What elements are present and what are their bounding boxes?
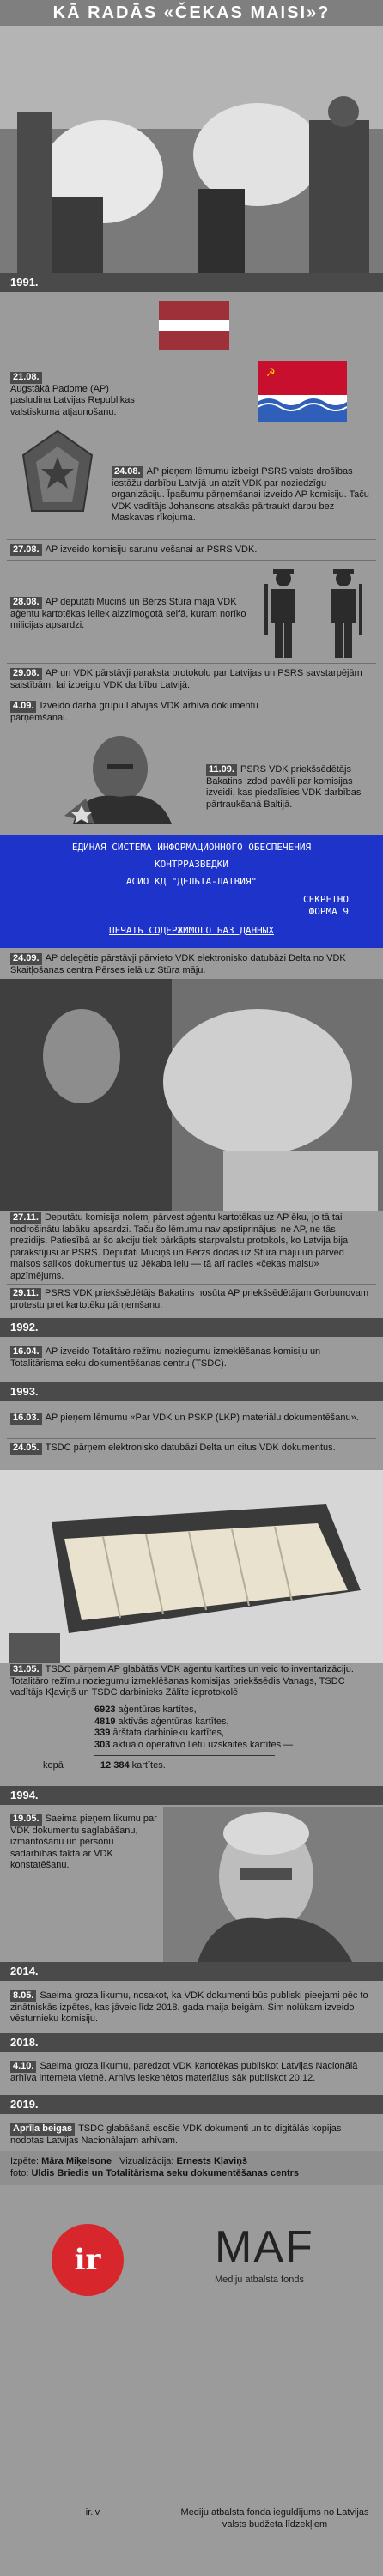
screen-line-3: АСИО КД "ДЕЛЬТА-ЛАТВИЯ"	[125, 875, 258, 887]
year-2014: 2014.	[0, 1962, 383, 1981]
ir-logo-text: ir	[74, 2243, 101, 2277]
event-text: Saeima pieņem likumu par VDK dokumentu saglabāšanu, izmantošanu un personu sadarbības fakta ar VDK konstatēšanu.	[10, 1814, 157, 1870]
hero-photo-illustration	[0, 26, 383, 275]
event-date: 16.03.	[10, 1413, 42, 1425]
credit-photo-label: foto:	[10, 2167, 29, 2178]
event-19-05	[10, 1814, 161, 1872]
event-text: AP deputāti Muciņš un Bērzs Stūra mājā VDK aģentu kartotēkas ieliek aizzīmogotā seifā, kuram norīko milicijas apsardzi.	[10, 597, 246, 630]
researcher-photo	[163, 1807, 383, 1962]
event-24-05	[10, 1443, 371, 1455]
event-text: TSDC pārņem AP glabātās VDK aģentu kartītes un veic to inventarizāciju. Totalitāro režīmu noziegumu izmeklēšanas komisijas priekšsēdis Vanags, TSDC vadītājs Kļaviņš un TSDC darbinieks Zālīte ieprotokolē	[10, 1664, 354, 1698]
event-text: AP izveido Totalitāro režīmu noziegumu izmeklēšanas komisiju un Totalitārisma seku dokumentēšanas centru (TSDC).	[10, 1346, 321, 1369]
event-text: Saeima groza likumu, paredzot VDK kartotēkas publiskot Latvijas Nacionālā arhīva interneta vietnē. Arhīvs ieskenētos materiālus sāk publiskot 20.12.	[10, 2061, 358, 2083]
page-title: KĀ RADĀS «ČEKAS MAISI»?	[0, 0, 383, 26]
event-date: 8.05.	[10, 1990, 36, 2002]
divider	[7, 560, 376, 561]
credit-photo-name: Uldis Briedis un Totalitārisma seku dokumentēšanas centrs	[31, 2167, 300, 2178]
inventory-underline	[94, 1755, 275, 1756]
year-1994: 1994.	[0, 1786, 383, 1805]
credit-research-label: Izpēte:	[10, 2156, 40, 2166]
event-date: 24.08.	[112, 466, 143, 478]
screen-line-4: СЕКРЕТНО	[303, 894, 349, 906]
event-date: 24.09.	[10, 953, 42, 965]
event-date: 24.05.	[10, 1443, 42, 1455]
event-4-09	[10, 701, 268, 724]
event-text: PSRS VDK priekšsēdētājs Bakatins izdod pavēli par komisijas izveidi, kas piedalīsies VDK darbības pārtraukšanā Baltijā.	[206, 764, 362, 810]
inventory-label: ārštata darbinieku kartītes,	[112, 1728, 225, 1738]
event-27-08	[10, 544, 371, 556]
event-date: 4.09.	[10, 701, 36, 713]
archive-photo-illustration	[0, 979, 383, 1211]
event-24-08	[112, 466, 369, 525]
event-24-09	[10, 953, 371, 976]
year-2018: 2018.	[0, 2033, 383, 2052]
event-text: AP pieņem lēmumu «Par VDK un PSKP (LKP) materiālu dokumentēšanu».	[45, 1413, 359, 1423]
inventory-row	[94, 1716, 369, 1728]
year-2019: 2019.	[0, 2095, 383, 2114]
event-4-10	[10, 2061, 371, 2084]
kgb-emblem-icon	[19, 429, 96, 515]
inventory-count: 6923	[94, 1704, 116, 1715]
event-date: 4.10.	[10, 2061, 36, 2073]
screen-line-5: ФОРМА 9	[308, 906, 349, 917]
year-1992: 1992.	[0, 1318, 383, 1337]
event-date: 21.08.	[10, 372, 42, 384]
inventory-count: 339	[94, 1728, 111, 1738]
soldier-icon	[318, 567, 369, 659]
credit-viz-label: Vizualizācija:	[119, 2156, 174, 2166]
card-box-illustration	[0, 1470, 383, 1663]
event-text: Deputātu komisija nolemj pārvest aģentu kartotēkas uz AP ēku, jo tā tai nodrošinātu labāku apsardzi. Taču šo lēmumu nav apstiprinājusi ne AP, ne tās prezidijs. Patiesībā ar šo akciju tiek pārkāpts starpvalstu protokols, ko Latvija bija parakstījusi ar PSRS. Deputāti Muciņš un Bērzs dodas uz Stūra māju un pārved maisos salikos dokumentus uz Jēkaba ielu — tā arī radies «čekas maisu» apzīmējums.	[10, 1212, 349, 1281]
event-8-05	[10, 1990, 371, 2026]
inventory-row	[94, 1728, 369, 1740]
event-28-08	[10, 597, 255, 632]
divider	[7, 1284, 376, 1285]
event-text: PSRS VDK priekšsēdētājs Bakatins nosūta AP priekšsēdētājam Gorbunovam protestu pret kartotēku pārņemšanu.	[10, 1288, 369, 1310]
screen-line-6: ПЕЧАТЬ СОДЕРЖИМОГО БАЗ ДАННЫХ	[108, 924, 275, 936]
ir-link[interactable]: ir.lv	[85, 2507, 100, 2518]
soldier-icon	[258, 567, 309, 659]
event-text: AP delegētie pārstāvji pārvieto VDK elektronisko datubāzi Delta no VDK Skaitļošanas centra Pērses ielā uz Stūra māju.	[10, 953, 346, 975]
latvian-ssr-flag-icon	[258, 361, 347, 422]
event-date: 29.08.	[10, 668, 42, 680]
event-16-04	[10, 1346, 371, 1370]
event-31-05	[10, 1664, 371, 1699]
event-text: AP un VDK pārstāvji paraksta protokolu par Latvijas un PSRS savstarpējām saistībām, lai izbeigtu VDK darbību Latvijā.	[10, 668, 362, 690]
divider	[7, 539, 376, 540]
inventory-label: aktīvās aģentūras kartītes,	[118, 1716, 229, 1727]
screen-line-2: КОНТРРАЗВЕДКИ	[154, 858, 229, 870]
event-date: 28.08.	[10, 597, 42, 609]
delta-database-screen	[0, 835, 383, 948]
credits-bar	[0, 2151, 383, 2185]
event-text: Izveido darba grupu Latvijas VDK arhīva dokumentu pārņemšanai.	[10, 701, 258, 723]
event-date: 19.05.	[10, 1814, 42, 1826]
maf-funding-note: Mediju atbalsta fonda ieguldījums no Latvijas valsts budžeta līdzekļiem	[180, 2507, 369, 2530]
event-date: 16.04.	[10, 1346, 42, 1358]
event-text: TSDC pārņem elektronisko datubāzi Delta un citus VDK dokumentus.	[45, 1443, 336, 1453]
event-text: TSDC glabāšanā esošie VDK dokumenti un to digitālās kopijas nodotas Latvijas Nacionālajam arhīvam.	[10, 2123, 342, 2146]
credits-line-1	[10, 2156, 373, 2168]
inventory-row	[94, 1704, 369, 1716]
event-29-11	[10, 1288, 371, 1311]
divider	[7, 1438, 376, 1439]
event-text: Saeima groza likumu, nosakot, ka VDK dokumenti būs publiski pieejami pēc to zinātniskās izpētes, kas jāveic līdz 2018. gada maija beigām. Šim nolūkam izveido vēsturnieku komisiju.	[10, 1990, 368, 2024]
year-1991: 1991.	[0, 273, 383, 292]
event-text: AP pieņem lēmumu izbeigt PSRS valsts drošības iestāžu darbību Latvijā un atzīt VDK par noziedzīgu organizāciju. Īpašumu pārņemšanai izveido AP komisiju. Taču VDK vadītājs Johansons atsakās pārtraukt darbu bez Maskavas rīkojuma.	[112, 466, 369, 523]
year-1993: 1993.	[0, 1382, 383, 1401]
event-21-08	[10, 372, 139, 418]
divider	[7, 663, 376, 664]
latvian-flag-icon	[159, 301, 229, 350]
inventory-count: 4819	[94, 1716, 116, 1727]
event-date: 11.09.	[206, 764, 237, 776]
credit-research-name: Māra Miķelsone	[41, 2156, 112, 2166]
maf-logo-subtitle: Mediju atbalsta fonds	[215, 2275, 304, 2285]
maf-logo-icon[interactable]	[215, 2220, 343, 2297]
inventory-total-suffix: kartītes.	[131, 1760, 166, 1771]
officer-portrait-icon	[47, 730, 185, 824]
event-date: 27.08.	[10, 544, 42, 556]
inventory-label: aktuālo operatīvo lietu uzskaites kartītes —	[112, 1739, 294, 1750]
event-date: 27.11.	[10, 1212, 41, 1224]
event-date: Aprīļa beigas	[10, 2123, 75, 2136]
event-27-11	[10, 1212, 371, 1282]
inventory-count: 303	[94, 1739, 111, 1750]
event-text: AP izveido komisiju sarunu vešanai ar PSRS VDK.	[45, 544, 258, 555]
event-11-09	[206, 764, 369, 811]
event-date: 31.05.	[10, 1664, 42, 1676]
event-text: Augstākā Padome (AP) pasludina Latvijas Republikas valstiskuma atjaunošanu.	[10, 383, 135, 417]
inventory-row	[94, 1740, 369, 1752]
ir-logo-icon[interactable]	[52, 2224, 124, 2296]
inventory-total-label: kopā	[43, 1760, 64, 1771]
card-box-photo	[0, 1470, 383, 1663]
svg-text:☭: ☭	[266, 367, 276, 379]
event-29-08	[10, 668, 371, 691]
inventory-total	[43, 1760, 369, 1772]
inventory-label: aģentūras kartītes,	[118, 1704, 197, 1715]
screen-line-1: ЕДИНАЯ СИСТЕМА ИНФОРМАЦИОННОГО ОБЕСПЕЧЕНИЯ	[71, 841, 312, 853]
credit-viz-name: Ernests Kļaviņš	[176, 2156, 248, 2166]
credits-line-2	[10, 2168, 373, 2180]
event-date: 29.11.	[10, 1288, 41, 1300]
event-aprila-beigas	[10, 2123, 371, 2147]
maf-logo-text: MAF	[215, 2222, 314, 2272]
researcher-photo-illustration	[163, 1807, 383, 1962]
hero-photo	[0, 26, 383, 275]
event-16-03	[10, 1413, 371, 1425]
inventory-total-count: 12 384	[100, 1760, 130, 1771]
archive-photo	[0, 979, 383, 1211]
inventory-list	[94, 1704, 369, 1751]
